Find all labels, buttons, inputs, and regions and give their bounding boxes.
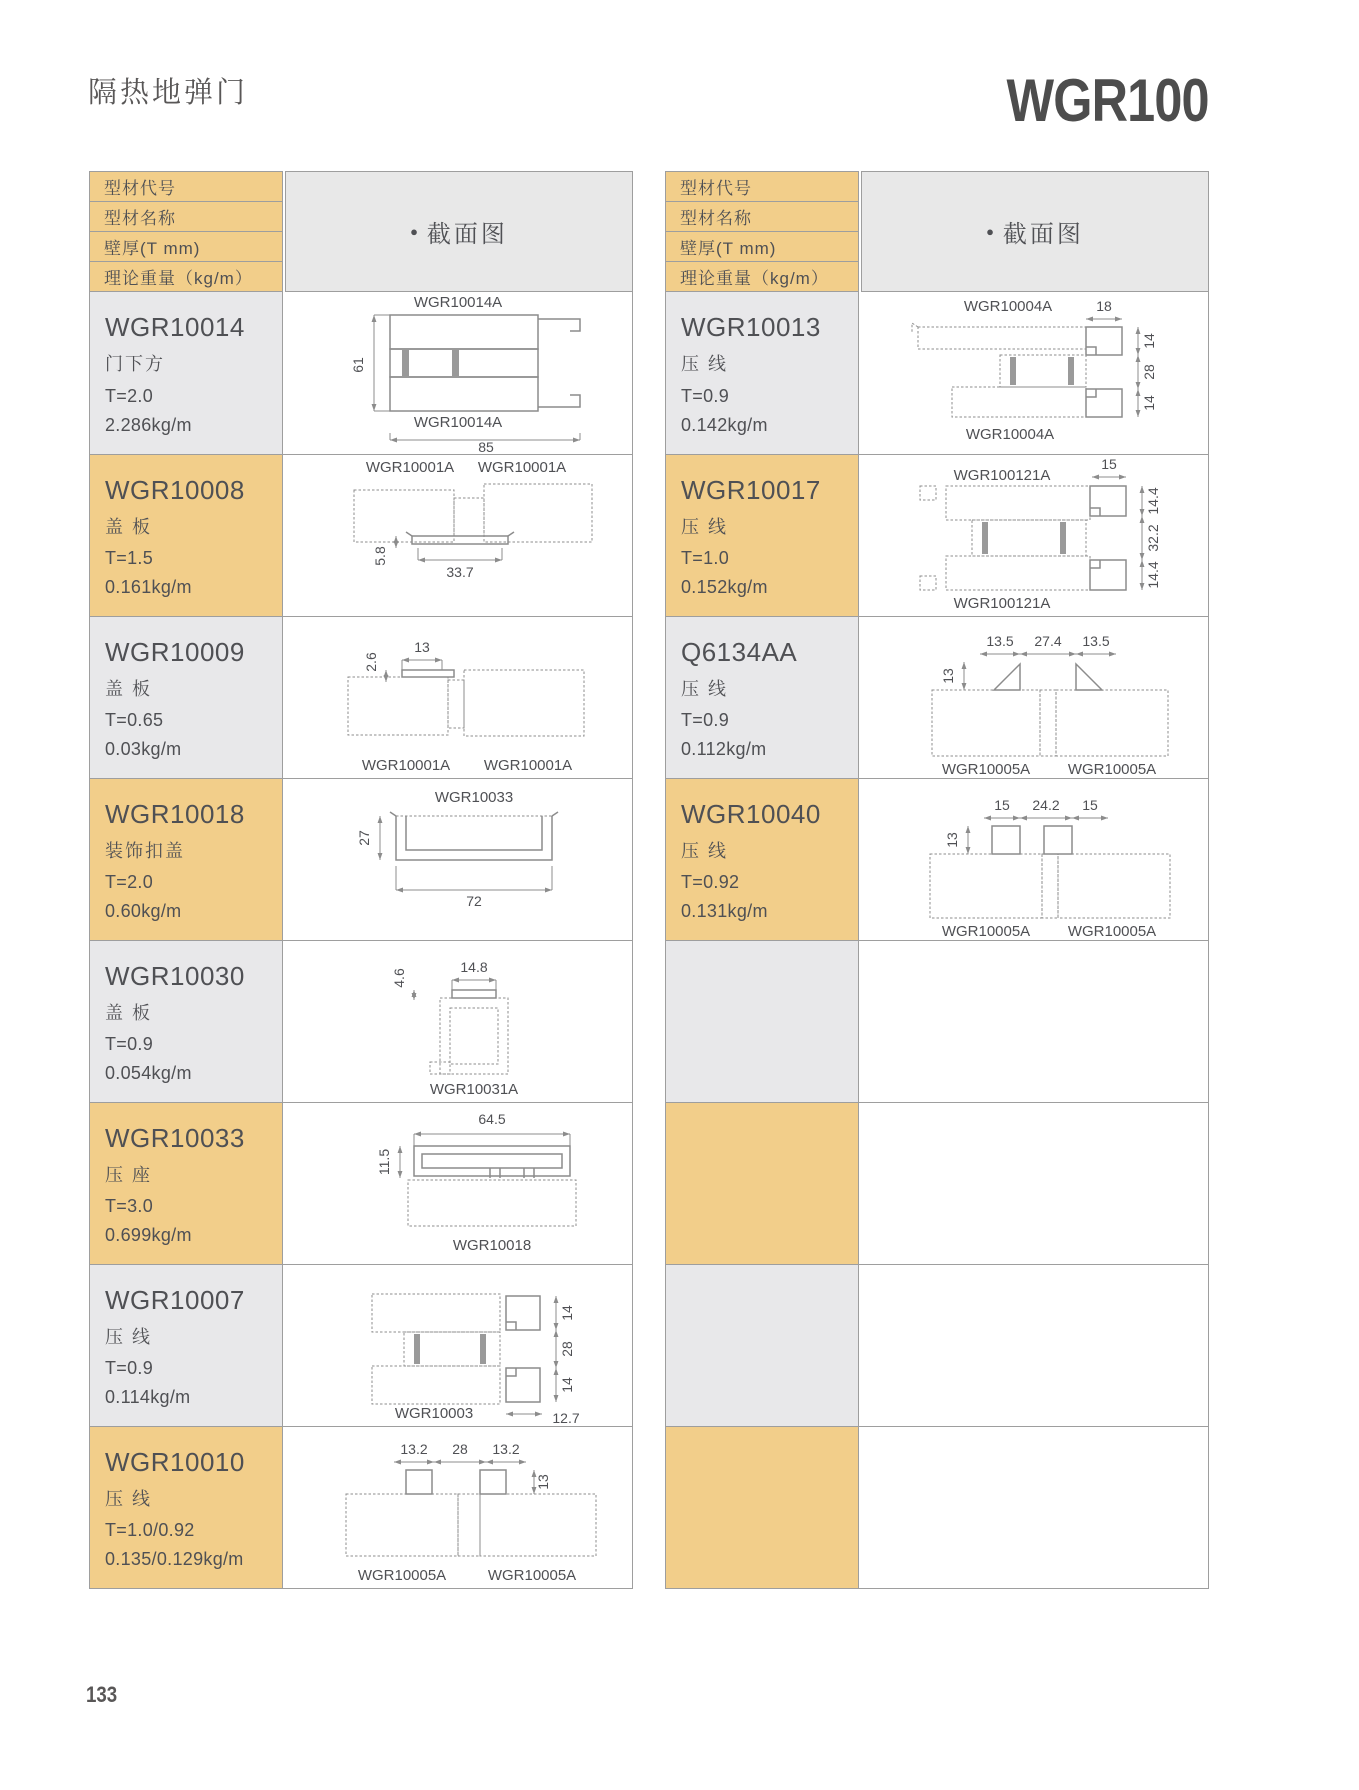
section-diagram-cell: [283, 1427, 632, 1588]
wall-thickness: T=3.0: [105, 1195, 154, 1216]
unit-weight: 0.60kg/m: [105, 901, 182, 922]
unit-weight: 2.286kg/m: [105, 415, 192, 436]
section-diagram-cell: [859, 779, 1208, 940]
cross-section-drawing: [284, 293, 632, 453]
dimension-value: 13.2: [399, 1440, 428, 1457]
dimension-value: 28: [1140, 364, 1157, 380]
bullet-icon: ●: [986, 224, 994, 239]
cross-section-drawing: [860, 456, 1208, 616]
unit-weight: 0.152kg/m: [681, 577, 768, 598]
cross-section-drawing: [284, 1428, 632, 1588]
wall-thickness: T=2.0: [105, 871, 154, 892]
dimension-value: 28: [558, 1340, 575, 1357]
cross-section-drawing: [284, 780, 632, 940]
table-row-empty: [666, 1264, 1208, 1426]
catalog-page: [0, 18, 1359, 1790]
profile-code: WGR10010: [105, 1447, 245, 1477]
profile-table-right: [665, 171, 1209, 1589]
unit-weight: 0.112kg/m: [681, 739, 767, 760]
dimension-value: 32.2: [1144, 523, 1161, 552]
dimension-value: 14: [1140, 333, 1157, 349]
profile-name: 压 线: [105, 1489, 153, 1509]
profile-code: WGR10040: [681, 799, 821, 829]
profile-code: WGR10030: [105, 961, 245, 991]
profile-info-cell: [90, 779, 283, 940]
diagram-label: WGR10001A: [361, 756, 450, 774]
cross-section-drawing: [284, 456, 632, 616]
dimension-value: 15: [1081, 796, 1098, 813]
dimension-value: 13: [943, 831, 960, 848]
table-row: [90, 292, 632, 454]
table-row: [666, 454, 1208, 616]
diagram-label: WGR10005A: [941, 922, 1030, 940]
dimension-value: 2.6: [362, 651, 379, 672]
diagram-label: WGR10005A: [487, 1566, 576, 1584]
dimension-value: 24.2: [1031, 796, 1060, 813]
section-diagram-label: 截面图: [1002, 221, 1084, 248]
dimension-value: 13: [413, 638, 430, 655]
profile-code: WGR10017: [681, 475, 821, 505]
profile-info-cell: [90, 617, 283, 778]
diagram-label: WGR10003: [394, 1404, 473, 1422]
diagram-label: WGR100121A: [953, 594, 1050, 612]
dimension-value: 13.5: [985, 632, 1014, 649]
profile-name: 压 线: [681, 517, 729, 537]
profile-info-cell: [90, 941, 283, 1102]
section-diagram-cell-empty: [859, 1265, 1208, 1426]
header-unit-weight: 理论重量（kg/m）: [90, 262, 282, 291]
table-row: [90, 1426, 632, 1588]
header-profile-code: 型材代号: [90, 172, 282, 202]
table-row: [666, 292, 1208, 454]
section-diagram-cell: [859, 455, 1208, 616]
dimension-value: 11.5: [375, 1148, 392, 1175]
wall-thickness: T=0.9: [105, 1357, 154, 1378]
section-diagram-cell: [283, 779, 632, 940]
profile-info-cell: [90, 292, 283, 454]
cross-section-drawing: [860, 780, 1208, 940]
section-diagram-cell: [283, 1265, 632, 1426]
section-diagram-cell-empty: [859, 1427, 1208, 1588]
wall-thickness: T=0.9: [105, 1033, 154, 1054]
dimension-value: 12.7: [551, 1409, 580, 1426]
profile-code: WGR10013: [681, 312, 821, 342]
diagram-label: WGR100121A: [953, 466, 1050, 484]
section-diagram-cell: [859, 617, 1208, 778]
table-row: [666, 616, 1208, 778]
profile-info-cell-empty: [666, 1265, 859, 1426]
dimension-value: 15: [993, 796, 1010, 813]
dimension-value: 5.8: [371, 545, 388, 566]
cross-section-drawing: [284, 1266, 632, 1426]
unit-weight: 0.161kg/m: [105, 577, 192, 598]
header-label-column: [89, 171, 283, 292]
dimension-value: 33.7: [445, 563, 474, 580]
dimension-value: 4.6: [390, 967, 407, 988]
wall-thickness: T=0.65: [105, 709, 164, 730]
dimension-value: 14.4: [1144, 486, 1161, 515]
table-body: [665, 292, 1209, 1589]
table-body: [89, 292, 633, 1589]
header-section-diagram: [285, 171, 633, 292]
wall-thickness: T=1.0: [681, 547, 730, 568]
table-row: [90, 454, 632, 616]
section-diagram-cell: [283, 941, 632, 1102]
dimension-value: 13: [939, 667, 956, 684]
cross-section-drawing: [284, 618, 632, 778]
unit-weight: 0.135/0.129kg/m: [105, 1549, 244, 1570]
diagram-label: WGR10005A: [357, 1566, 446, 1584]
unit-weight: 0.054kg/m: [105, 1063, 192, 1084]
diagram-label: WGR10004A: [963, 298, 1052, 315]
dimension-value: 13: [534, 1473, 551, 1490]
wall-thickness: T=1.0/0.92: [105, 1519, 195, 1540]
profile-code: WGR10018: [105, 799, 245, 829]
diagram-label: WGR10014A: [413, 294, 502, 311]
profile-code: Q6134AA: [681, 637, 798, 667]
header-profile-code: 型材代号: [666, 172, 858, 202]
diagram-label: WGR10018: [452, 1236, 531, 1254]
diagram-label: WGR10001A: [477, 458, 566, 476]
profile-code: WGR10009: [105, 637, 245, 667]
diagram-label: WGR10033: [434, 788, 513, 806]
profile-name: 盖 板: [105, 1003, 153, 1023]
header-profile-name: 型材名称: [90, 202, 282, 232]
header-unit-weight: 理论重量（kg/m）: [666, 262, 858, 291]
section-diagram-cell: [283, 455, 632, 616]
header-profile-name: 型材名称: [666, 202, 858, 232]
profile-name: 门下方: [105, 354, 165, 374]
dimension-value: 15: [1100, 455, 1117, 472]
diagram-label: WGR10031A: [429, 1080, 518, 1098]
header-section-diagram: [861, 171, 1209, 292]
header-label-column: [665, 171, 859, 292]
unit-weight: 0.699kg/m: [105, 1225, 192, 1246]
profile-name: 压 线: [681, 841, 729, 861]
profile-name: 盖 板: [105, 517, 153, 537]
dimension-value: 61: [349, 357, 366, 373]
wall-thickness: T=0.92: [681, 871, 740, 892]
unit-weight: 0.114kg/m: [105, 1387, 191, 1408]
cross-section-drawing: [284, 1104, 632, 1264]
profile-info-cell-empty: [666, 941, 859, 1102]
section-diagram-label: 截面图: [426, 221, 508, 248]
table-row-empty: [666, 940, 1208, 1102]
table-row-empty: [666, 1426, 1208, 1588]
profile-name: 压 线: [105, 1327, 153, 1347]
diagram-label: WGR10001A: [483, 756, 572, 774]
cross-section-drawing: [860, 618, 1208, 778]
profile-info-cell: [90, 1427, 283, 1588]
profile-name: 压 座: [105, 1165, 153, 1185]
section-diagram-cell: [859, 292, 1208, 454]
table-row: [90, 778, 632, 940]
page-number: 133: [86, 1682, 118, 1707]
table-header: [665, 171, 1209, 292]
cross-section-drawing: [284, 942, 632, 1102]
profile-info-cell: [666, 292, 859, 454]
header-wall-thickness: 壁厚(T mm): [666, 232, 858, 262]
diagram-label: WGR10001A: [365, 458, 454, 476]
dimension-value: 28: [451, 1440, 468, 1457]
profile-info-cell-empty: [666, 1427, 859, 1588]
profile-code: WGR10008: [105, 475, 245, 505]
dimension-value: 14: [558, 1304, 575, 1321]
dimension-value: 64.5: [477, 1110, 506, 1127]
table-row: [90, 1264, 632, 1426]
dimension-value: 13.2: [491, 1440, 520, 1457]
profile-code: WGR10007: [105, 1285, 245, 1315]
wall-thickness: T=0.9: [681, 385, 730, 406]
profile-info-cell: [666, 455, 859, 616]
section-diagram-cell: [283, 1103, 632, 1264]
cross-section-drawing: [860, 293, 1208, 453]
profile-code: WGR10014: [105, 312, 245, 342]
profile-info-cell-empty: [666, 1103, 859, 1264]
profile-table-left: [89, 171, 633, 1589]
profile-name: 压 线: [681, 354, 729, 374]
diagram-label: WGR10004A: [965, 426, 1054, 443]
profile-code: WGR10033: [105, 1123, 245, 1153]
table-row: [90, 1102, 632, 1264]
dimension-value: 14: [1140, 395, 1157, 411]
unit-weight: 0.142kg/m: [681, 415, 768, 436]
page-title: 隔热地弹门: [88, 77, 249, 109]
dimension-value: 14.8: [459, 958, 488, 975]
profile-name: 压 线: [681, 679, 729, 699]
table-row: [90, 616, 632, 778]
dimension-value: 72: [465, 892, 482, 909]
profile-name: 装饰扣盖: [105, 841, 185, 861]
wall-thickness: T=2.0: [105, 385, 154, 406]
section-diagram-cell-empty: [859, 941, 1208, 1102]
dimension-value: 13.5: [1081, 632, 1110, 649]
table-header: [89, 171, 633, 292]
header-wall-thickness: 壁厚(T mm): [90, 232, 282, 262]
series-title: WGR100: [1006, 67, 1209, 134]
profile-tables: [89, 171, 1209, 1589]
diagram-label: WGR10014A: [413, 414, 502, 431]
wall-thickness: T=0.9: [681, 709, 730, 730]
profile-name: 盖 板: [105, 679, 153, 699]
unit-weight: 0.131kg/m: [681, 901, 768, 922]
dimension-value: 14: [558, 1376, 575, 1393]
wall-thickness: T=1.5: [105, 547, 154, 568]
dimension-value: 27: [355, 829, 372, 846]
table-row-empty: [666, 1102, 1208, 1264]
profile-info-cell: [666, 779, 859, 940]
profile-info-cell: [90, 1103, 283, 1264]
unit-weight: 0.03kg/m: [105, 739, 182, 760]
profile-info-cell: [90, 455, 283, 616]
dimension-value: 18: [1095, 298, 1112, 314]
table-row: [90, 940, 632, 1102]
diagram-label: WGR10005A: [1067, 760, 1156, 778]
diagram-label: WGR10005A: [941, 760, 1030, 778]
profile-info-cell: [90, 1265, 283, 1426]
section-diagram-cell: [283, 292, 632, 454]
section-diagram-cell-empty: [859, 1103, 1208, 1264]
diagram-label: WGR10005A: [1067, 922, 1156, 940]
profile-info-cell: [666, 617, 859, 778]
dimension-value: 27.4: [1033, 632, 1062, 649]
dimension-value: 85: [477, 439, 494, 453]
section-diagram-cell: [283, 617, 632, 778]
bullet-icon: ●: [410, 224, 418, 239]
dimension-value: 14.4: [1144, 560, 1161, 589]
table-row: [666, 778, 1208, 940]
